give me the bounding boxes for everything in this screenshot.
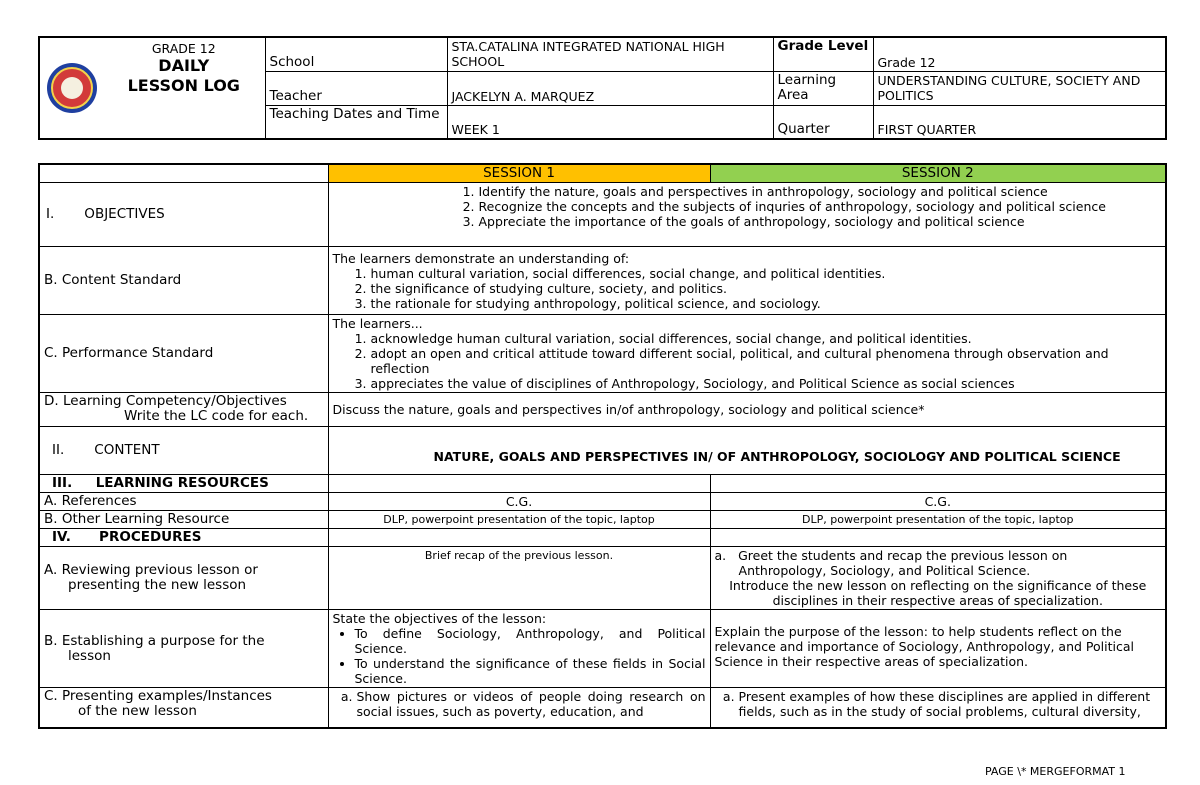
session-1-header: SESSION 1 [328,164,710,183]
proc-a-sublabel: presenting the new lesson [68,577,247,593]
resources-blank-1 [328,475,710,493]
objectives-list [449,184,1162,229]
content-standard-item: 3. the rationale for studying anthropology, political science, and sociology. [371,296,1162,311]
page-footer: PAGE \* MERGEFORMAT 1 [985,765,1126,778]
procedures-blank-1 [328,529,710,547]
references-s1: C.G. [328,493,710,511]
performance-standard-item: 1. acknowledge human cultural variation, social differences, social change, and political identities. [371,331,1162,346]
lesson-table [38,163,1167,729]
dates-value: WEEK 1 [447,105,773,139]
performance-standard-list [333,331,1162,391]
references-label: A. References [39,493,328,511]
proc-a-s2-marker: a. [714,548,727,563]
proc-b-s1-intro: State the objectives of the lesson: [332,611,547,626]
competency-label-cell [39,393,328,427]
proc-c-sublabel: of the new lesson [78,703,197,719]
performance-standard-item: 3. appreciates the value of disciplines of Anthropology, Sociology, and Political Science as social sciences [371,376,1162,391]
proc-c-label-cell [39,688,328,728]
performance-standard-item: 2. adopt an open and critical attitude toward different social, political, and cultural phenomena through observation and reflection [371,346,1162,376]
session-2-header: SESSION 2 [710,164,1166,183]
quarter-value: FIRST QUARTER [873,105,1166,139]
proc-a-s1: Brief recap of the previous lesson. [328,547,710,610]
proc-b-s1-item: • To define Sociology, Anthropology, and Political Science. [355,626,706,656]
content-standard-intro: The learners demonstrate an understanding of: [332,251,630,266]
content-standard-item: 1. human cultural variation, social differences, social change, and political identities. [371,266,1162,281]
other-resource-label: B. Other Learning Resource [39,511,328,529]
objective-item: 3. Appreciate the importance of the goals of anthropology, sociology and political science [479,214,1162,229]
procedures-label: IV. PROCEDURES [39,529,328,547]
proc-a-s2-line1: Greet the students and recap the previous lesson on [738,548,1068,563]
learning-area-label: Learning Area [773,71,873,105]
objective-item: 2. Recognize the concepts and the subjects of inquries of anthropology, sociology and political science [479,199,1162,214]
performance-standard-label: C. Performance Standard [39,315,328,393]
competency-sublabel: Write the LC code for each. [124,408,309,424]
performance-standard-cell [328,315,1166,393]
header-table [38,36,1167,140]
competency-value: Discuss the nature, goals and perspectives in/of anthropology, sociology and political science* [328,393,1166,427]
seal-icon [47,63,97,113]
content-standard-label: B. Content Standard [39,247,328,315]
proc-b-s1-list [333,626,706,686]
content-standard-list [333,266,1162,311]
proc-b-s2: Explain the purpose of the lesson: to help students reflect on the relevance and importance of Sociology, Anthropology, and Political Science in their respective areas of specialization. [710,610,1166,688]
school-value: STA.CATALINA INTEGRATED NATIONAL HIGH SCHOOL [447,37,773,71]
resources-label: III. LEARNING RESOURCES [39,475,328,493]
proc-c-s1-list [333,689,706,719]
proc-c-s1-item: a. Show pictures or videos of people doing research on social issues, such as poverty, education, and [357,689,706,719]
references-s2: C.G. [710,493,1166,511]
content-value: NATURE, GOALS AND PERSPECTIVES IN/ OF ANTHROPOLOGY, SOCIOLOGY AND POLITICAL SCIENCE [328,427,1166,475]
title-block [103,37,265,139]
page-title: DAILY LESSON LOG [127,56,240,95]
objectives-list-cell [328,183,1166,247]
content-standard-cell [328,247,1166,315]
proc-a-label-cell [39,547,328,610]
competency-label: D. Learning Competency/Objectives [44,393,287,409]
teacher-value: JACKELYN A. MARQUEZ [447,71,773,105]
performance-standard-intro: The learners... [332,316,423,331]
objectives-label: I. OBJECTIVES [39,183,328,247]
proc-b-sublabel: lesson [68,647,111,664]
quarter-label: Quarter [773,105,873,139]
other-resource-s2: DLP, powerpoint presentation of the topic, laptop [710,511,1166,529]
proc-c-s2-item: a. Present examples of how these disciplines are applied in different fields, such as in the study of social problems, cultural diversity, [739,689,1162,719]
proc-c-s2-list [715,689,1162,719]
proc-c-s1-cell [328,688,710,728]
proc-a-s2-cell [710,547,1166,610]
proc-c-label: C. Presenting examples/Instances [44,688,272,704]
proc-b-s1-item: • To understand the significance of these fields in Social Science. [355,656,706,686]
grade-line: GRADE 12 [151,41,216,56]
proc-a-s2-line4: disciplines in their respective areas of specialization. [772,593,1103,608]
proc-b-label: B. Establishing a purpose for the [44,632,265,649]
procedures-blank-2 [710,529,1166,547]
resources-blank-2 [710,475,1166,493]
grade-level-label: Grade Level [773,37,873,71]
proc-c-s2-cell [710,688,1166,728]
deped-seal [39,37,103,139]
other-resource-s1: DLP, powerpoint presentation of the topic, laptop [328,511,710,529]
proc-a-s2-line3: Introduce the new lesson on reflecting on the significance of these [729,578,1147,593]
dates-label: Teaching Dates and Time [265,105,447,139]
proc-b-label-cell [39,610,328,688]
blank-header [39,164,328,183]
content-label: II. CONTENT [39,427,328,475]
teacher-label: Teacher [265,71,447,105]
proc-a-label: A. Reviewing previous lesson or [44,562,258,578]
grade-level-value: Grade 12 [873,37,1166,71]
proc-a-s2-line2: Anthropology, Sociology, and Political Science. [738,563,1031,578]
learning-area-value: UNDERSTANDING CULTURE, SOCIETY AND POLITICS [873,71,1166,105]
content-standard-item: 2. the significance of studying culture, society, and politics. [371,281,1162,296]
school-label: School [265,37,447,71]
proc-b-s1-cell [328,610,710,688]
objective-item: 1. Identify the nature, goals and perspectives in anthropology, sociology and political science [479,184,1162,199]
